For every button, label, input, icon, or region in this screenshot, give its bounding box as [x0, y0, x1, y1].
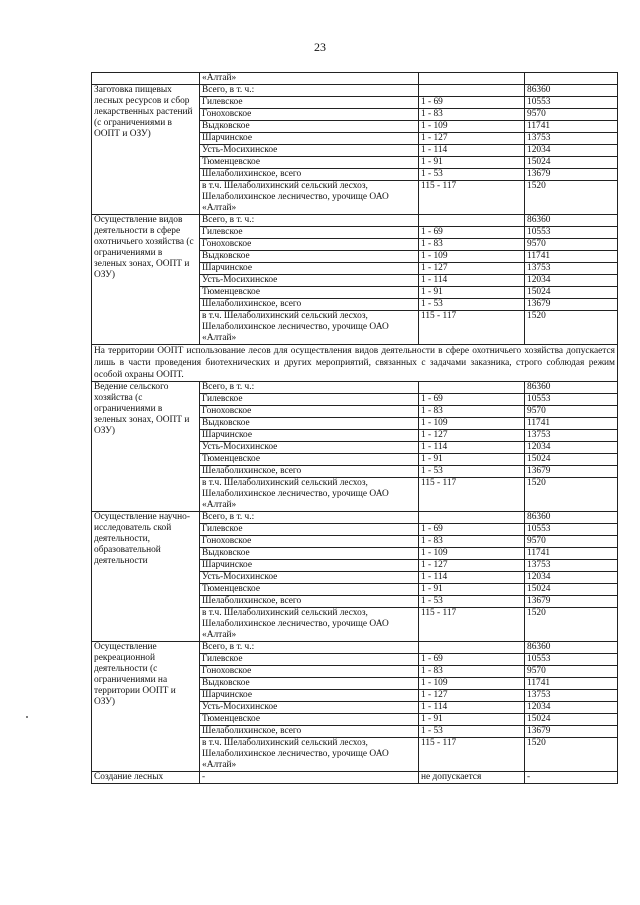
area-cell: 13679 — [525, 299, 618, 311]
district-cell: Тюменцевское — [200, 584, 419, 596]
area-cell: 1520 — [525, 181, 618, 215]
area-cell: 15024 — [525, 454, 618, 466]
quarters-cell: 1 - 109 — [419, 251, 525, 263]
quarters-cell: 1 - 69 — [419, 394, 525, 406]
quarters-cell: 1 - 83 — [419, 536, 525, 548]
district-cell: Гилевское — [200, 97, 419, 109]
quarters-cell: 1 - 53 — [419, 466, 525, 478]
quarters-cell — [419, 642, 525, 654]
area-cell: 15024 — [525, 584, 618, 596]
table-row — [92, 512, 618, 524]
quarters-cell — [419, 382, 525, 394]
district-cell: Усть-Мосихинское — [200, 442, 419, 454]
table-row — [92, 772, 618, 784]
district-cell: Всего, в т. ч.: — [200, 85, 419, 97]
area-cell: - — [525, 772, 618, 784]
quarters-cell: 115 - 117 — [419, 478, 525, 512]
district-cell: Гоноховское — [200, 239, 419, 251]
table-row — [92, 215, 618, 227]
area-cell: 86360 — [525, 512, 618, 524]
note-text: На территории ООПТ использование лесов для осуществления видов деятельности в сфере охотничьего хозяйства допускается лишь в части проведения биотехнических и других мероприятий, связанных с задачами заказника, строго соблюдая режим особой охраны ООПТ. — [92, 345, 618, 382]
area-cell: 86360 — [525, 642, 618, 654]
page-number: 23 — [314, 40, 326, 54]
district-cell: Шелаболихинское, всего — [200, 596, 419, 608]
quarters-cell — [419, 512, 525, 524]
district-cell: Всего, в т. ч.: — [200, 642, 419, 654]
area-cell: 11741 — [525, 251, 618, 263]
district-cell: Шарчинское — [200, 430, 419, 442]
area-cell: 13679 — [525, 169, 618, 181]
area-cell — [525, 73, 618, 85]
quarters-cell: 115 - 117 — [419, 181, 525, 215]
table-body — [92, 73, 618, 784]
table-row — [92, 73, 618, 85]
forest-use-table — [91, 72, 618, 784]
quarters-cell: не допускается — [419, 772, 525, 784]
area-cell: 12034 — [525, 442, 618, 454]
district-cell: Гилевское — [200, 227, 419, 239]
quarters-cell: 1 - 53 — [419, 299, 525, 311]
area-cell: 86360 — [525, 215, 618, 227]
district-cell: Всего, в т. ч.: — [200, 215, 419, 227]
area-cell: 10553 — [525, 394, 618, 406]
area-cell: 13679 — [525, 596, 618, 608]
district-cell: Всего, в т. ч.: — [200, 512, 419, 524]
quarters-cell: 1 - 53 — [419, 596, 525, 608]
area-cell: 86360 — [525, 382, 618, 394]
district-cell: в т.ч. Шелаболихинский сельский лесхоз, Шелаболихинское лесничество, урочище ОАО «Алтай» — [200, 478, 419, 512]
area-cell: 1520 — [525, 738, 618, 772]
district-cell: Шелаболихинское, всего — [200, 466, 419, 478]
quarters-cell: 1 - 69 — [419, 524, 525, 536]
area-cell: 10553 — [525, 524, 618, 536]
district-cell: в т.ч. Шелаболихинский сельский лесхоз, Шелаболихинское лесничество, урочище ОАО «Алтай» — [200, 738, 419, 772]
district-cell: Шарчинское — [200, 133, 419, 145]
area-cell: 12034 — [525, 702, 618, 714]
area-cell: 13753 — [525, 263, 618, 275]
district-cell: «Алтай» — [200, 73, 419, 85]
district-cell: Усть-Мосихинское — [200, 702, 419, 714]
district-cell: Всего, в т. ч.: — [200, 382, 419, 394]
quarters-cell: 1 - 114 — [419, 275, 525, 287]
district-cell: Тюменцевское — [200, 157, 419, 169]
area-cell: 12034 — [525, 275, 618, 287]
area-cell: 9570 — [525, 239, 618, 251]
area-cell: 13753 — [525, 133, 618, 145]
district-cell: в т.ч. Шелаболихинский сельский лесхоз, Шелаболихинское лесничество, урочище ОАО «Алтай» — [200, 608, 419, 642]
quarters-cell: 1 - 114 — [419, 702, 525, 714]
quarters-cell: 1 - 114 — [419, 572, 525, 584]
area-cell: 9570 — [525, 109, 618, 121]
quarters-cell: 1 - 91 — [419, 584, 525, 596]
activity-cell: Осуществление рекреационной деятельности (с ограничениями на территории ООПТ и ОЗУ) — [92, 642, 200, 772]
quarters-cell: 115 - 117 — [419, 608, 525, 642]
quarters-cell: 1 - 53 — [419, 726, 525, 738]
quarters-cell: 1 - 69 — [419, 97, 525, 109]
area-cell: 13753 — [525, 690, 618, 702]
district-cell: - — [200, 772, 419, 784]
district-cell: Выдковское — [200, 548, 419, 560]
district-cell: Гоноховское — [200, 536, 419, 548]
area-cell: 9570 — [525, 666, 618, 678]
area-cell: 13753 — [525, 560, 618, 572]
area-cell: 1520 — [525, 478, 618, 512]
table-row — [92, 642, 618, 654]
area-cell: 9570 — [525, 406, 618, 418]
district-cell: Выдковское — [200, 678, 419, 690]
quarters-cell: 1 - 109 — [419, 418, 525, 430]
district-cell: Гоноховское — [200, 666, 419, 678]
quarters-cell — [419, 215, 525, 227]
activity-cell: Осуществление видов деятельности в сфере охотничьего хозяйства (с ограничениями в зеленых зонах, ООПТ и ОЗУ) — [92, 215, 200, 345]
district-cell: Выдковское — [200, 418, 419, 430]
district-cell: Усть-Мосихинское — [200, 275, 419, 287]
district-cell: Гилевское — [200, 654, 419, 666]
quarters-cell: 1 - 109 — [419, 548, 525, 560]
area-cell: 11741 — [525, 121, 618, 133]
area-cell: 12034 — [525, 572, 618, 584]
quarters-cell: 1 - 83 — [419, 239, 525, 251]
quarters-cell: 1 - 114 — [419, 442, 525, 454]
district-cell: Шарчинское — [200, 263, 419, 275]
quarters-cell: 1 - 127 — [419, 263, 525, 275]
activity-cell: Создание лесных — [92, 772, 200, 784]
table-row — [92, 382, 618, 394]
activity-cell: Осуществление научно-исследователь ской деятельности, образовательной деятельности — [92, 512, 200, 642]
district-cell: Шелаболихинское, всего — [200, 169, 419, 181]
area-cell: 11741 — [525, 418, 618, 430]
area-cell: 11741 — [525, 678, 618, 690]
district-cell: Шелаболихинское, всего — [200, 299, 419, 311]
area-cell: 11741 — [525, 548, 618, 560]
quarters-cell: 1 - 83 — [419, 109, 525, 121]
area-cell: 13679 — [525, 726, 618, 738]
area-cell: 15024 — [525, 157, 618, 169]
district-cell: в т.ч. Шелаболихинский сельский лесхоз, Шелаболихинское лесничество, урочище ОАО «Алтай» — [200, 181, 419, 215]
quarters-cell: 1 - 83 — [419, 406, 525, 418]
quarters-cell: 1 - 91 — [419, 454, 525, 466]
area-cell: 10553 — [525, 654, 618, 666]
area-cell: 1520 — [525, 311, 618, 345]
area-cell: 13753 — [525, 430, 618, 442]
district-cell: Тюменцевское — [200, 454, 419, 466]
district-cell: Шелаболихинское, всего — [200, 726, 419, 738]
table-row — [92, 85, 618, 97]
district-cell: Выдковское — [200, 121, 419, 133]
district-cell: Шарчинское — [200, 690, 419, 702]
district-cell: Выдковское — [200, 251, 419, 263]
quarters-cell: 1 - 83 — [419, 666, 525, 678]
district-cell: Гилевское — [200, 524, 419, 536]
area-cell: 15024 — [525, 714, 618, 726]
quarters-cell: 1 - 127 — [419, 430, 525, 442]
activity-cell: Ведение сельского хозяйства (с ограничениями в зеленых зонах, ООПТ и ОЗУ) — [92, 382, 200, 512]
quarters-cell: 1 - 114 — [419, 145, 525, 157]
district-cell: Гоноховское — [200, 109, 419, 121]
activity-cell: Заготовка пищевых лесных ресурсов и сбор лекарственных растений (с ограничениями в ООПТ и ОЗУ) — [92, 85, 200, 215]
district-cell: Гоноховское — [200, 406, 419, 418]
quarters-cell: 1 - 127 — [419, 690, 525, 702]
quarters-cell: 1 - 109 — [419, 678, 525, 690]
quarters-cell — [419, 73, 525, 85]
area-cell: 9570 — [525, 536, 618, 548]
area-cell: 12034 — [525, 145, 618, 157]
quarters-cell: 1 - 127 — [419, 560, 525, 572]
quarters-cell: 1 - 127 — [419, 133, 525, 145]
activity-cell — [92, 73, 200, 85]
area-cell: 13679 — [525, 466, 618, 478]
quarters-cell — [419, 85, 525, 97]
note-row — [92, 345, 618, 382]
quarters-cell: 1 - 109 — [419, 121, 525, 133]
area-cell: 15024 — [525, 287, 618, 299]
district-cell: Усть-Мосихинское — [200, 572, 419, 584]
district-cell: Шарчинское — [200, 560, 419, 572]
scan-speck — [26, 716, 28, 718]
district-cell: Гилевское — [200, 394, 419, 406]
area-cell: 10553 — [525, 227, 618, 239]
quarters-cell: 1 - 69 — [419, 227, 525, 239]
area-cell: 10553 — [525, 97, 618, 109]
quarters-cell: 115 - 117 — [419, 738, 525, 772]
quarters-cell: 115 - 117 — [419, 311, 525, 345]
district-cell: в т.ч. Шелаболихинский сельский лесхоз, Шелаболихинское лесничество, урочище ОАО «Алтай» — [200, 311, 419, 345]
district-cell: Тюменцевское — [200, 714, 419, 726]
area-cell: 1520 — [525, 608, 618, 642]
quarters-cell: 1 - 69 — [419, 654, 525, 666]
quarters-cell: 1 - 91 — [419, 287, 525, 299]
district-cell: Тюменцевское — [200, 287, 419, 299]
district-cell: Усть-Мосихинское — [200, 145, 419, 157]
quarters-cell: 1 - 91 — [419, 157, 525, 169]
area-cell: 86360 — [525, 85, 618, 97]
quarters-cell: 1 - 53 — [419, 169, 525, 181]
quarters-cell: 1 - 91 — [419, 714, 525, 726]
